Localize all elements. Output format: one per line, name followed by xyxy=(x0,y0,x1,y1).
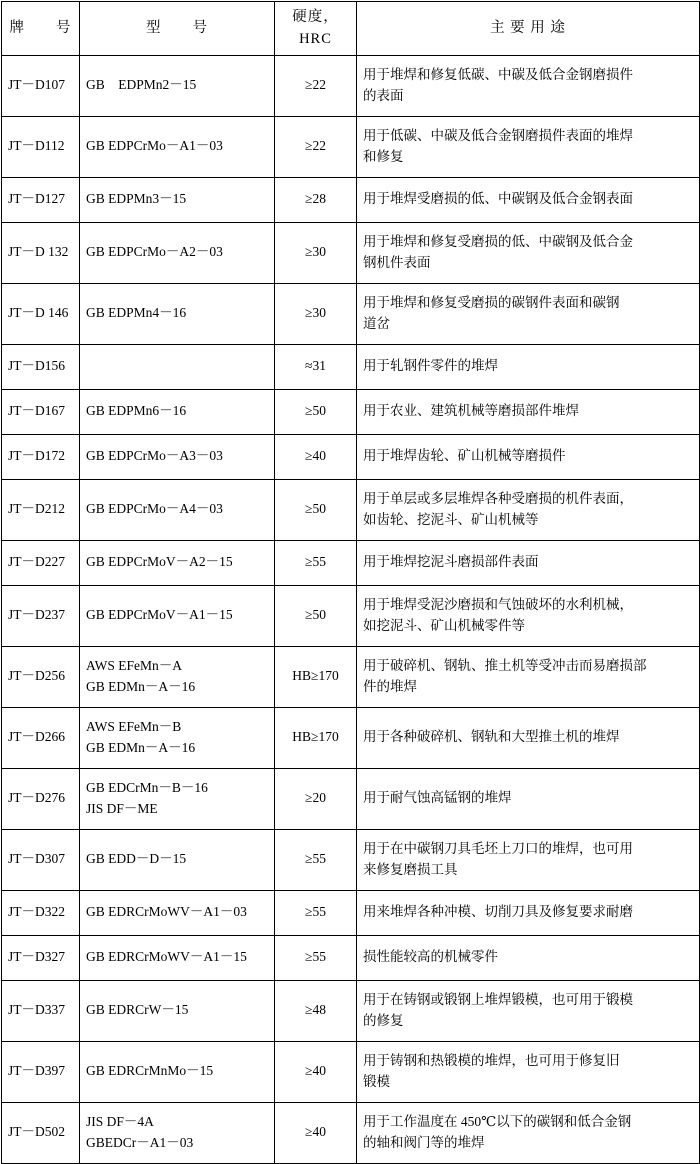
table-row xyxy=(2,389,700,434)
cell-usage-line: 用于工作温度在 450℃以下的碳钢和低合金钢 xyxy=(363,1114,632,1130)
cell-usage xyxy=(357,768,700,829)
cell-usage-line: 用于堆焊和修复低碳、中碳及低合金钢磨损件 xyxy=(363,67,633,83)
cell-usage-line: 来修复磨损工具 xyxy=(363,861,458,877)
cell-brand: JT－D322 xyxy=(2,890,80,935)
cell-usage xyxy=(357,116,700,177)
cell-usage-line: 用来堆焊各种冲模、切削刀具及修复要求耐磨 xyxy=(363,904,633,920)
cell-model-line: AWS EFeMn－B xyxy=(86,719,182,735)
cell-model-line: GB EDRCrMoWV－A1－15 xyxy=(86,949,247,965)
cell-model-line: GB EDRCrW－15 xyxy=(86,1002,189,1018)
cell-usage-line: 用于堆焊和修复受磨损的碳钢件表面和碳钢 xyxy=(363,295,620,311)
cell-usage-line: 用于堆焊受泥沙磨损和气蚀破坏的水利机械， xyxy=(363,597,633,613)
cell-usage xyxy=(357,344,700,389)
cell-usage xyxy=(357,829,700,890)
cell-model xyxy=(80,1041,275,1102)
cell-usage-line: 损性能较高的机械零件 xyxy=(363,949,498,965)
table-row xyxy=(2,222,700,283)
cell-brand: JT－D167 xyxy=(2,389,80,434)
cell-usage-line: 用于各种破碎机、钢轨和大型推土机的堆焊 xyxy=(363,729,620,745)
document-page xyxy=(0,1,700,1164)
table-row xyxy=(2,707,700,768)
cell-hardness: ≥55 xyxy=(275,935,357,980)
table-row xyxy=(2,479,700,540)
cell-hardness: HB≥170 xyxy=(275,707,357,768)
cell-usage-line: 用于堆焊齿轮、矿山机械等磨损件 xyxy=(363,448,566,464)
cell-usage xyxy=(357,177,700,222)
cell-model-line: GB EDD－D－15 xyxy=(86,851,187,867)
cell-model xyxy=(80,479,275,540)
cell-hardness: ≥28 xyxy=(275,177,357,222)
cell-model xyxy=(80,890,275,935)
cell-model-line: GB EDCrMn－B－16 xyxy=(86,780,208,796)
cell-hardness: ≥55 xyxy=(275,540,357,585)
cell-usage xyxy=(357,707,700,768)
cell-usage-line: 用于堆焊受磨损的低、中碳钢及低合金钢表面 xyxy=(363,191,633,207)
cell-usage-line: 用于在铸钢或锻钢上堆焊锻模，也可用于锻模 xyxy=(363,992,633,1008)
table-row xyxy=(2,646,700,707)
cell-model xyxy=(80,540,275,585)
cell-model xyxy=(80,707,275,768)
table-body xyxy=(2,55,700,1163)
cell-usage-line: 用于单层或多层堆焊各种受磨损的机件表面， xyxy=(363,491,633,507)
cell-usage-line: 的轴和阀门等的堆焊 xyxy=(363,1134,485,1150)
cell-model-line: GB EDPMn4－16 xyxy=(86,305,187,321)
cell-hardness: ≥55 xyxy=(275,890,357,935)
cell-hardness: ≥50 xyxy=(275,585,357,646)
cell-usage-line: 道岔 xyxy=(363,315,390,331)
cell-model-line: GB EDPMn2－15 xyxy=(86,77,197,93)
column-header-brand: 牌 号 xyxy=(2,2,80,56)
cell-brand: JT－D 132 xyxy=(2,222,80,283)
cell-brand: JT－D327 xyxy=(2,935,80,980)
cell-model xyxy=(80,768,275,829)
cell-brand: JT－D212 xyxy=(2,479,80,540)
cell-usage xyxy=(357,1102,700,1163)
cell-hardness: ≥22 xyxy=(275,55,357,116)
table-row xyxy=(2,1102,700,1163)
cell-model xyxy=(80,283,275,344)
table-row xyxy=(2,768,700,829)
table-row xyxy=(2,935,700,980)
cell-usage xyxy=(357,222,700,283)
cell-hardness: ≥40 xyxy=(275,434,357,479)
table-row xyxy=(2,1041,700,1102)
cell-usage-line: 用于破碎机、钢轨、推土机等受冲击而易磨损部 xyxy=(363,658,647,674)
cell-usage xyxy=(357,890,700,935)
cell-model xyxy=(80,829,275,890)
table-row xyxy=(2,177,700,222)
cell-usage-line: 和修复 xyxy=(363,148,404,164)
cell-model-line: GB EDRCrMnMo－15 xyxy=(86,1063,214,1079)
cell-usage-line: 钢机件表面 xyxy=(363,254,431,270)
cell-usage-line: 用于耐气蚀高锰钢的堆焊 xyxy=(363,790,512,806)
cell-model-line: GB EDPCrMoV－A2－15 xyxy=(86,554,233,570)
cell-model-line: AWS EFeMn－A xyxy=(86,658,183,674)
cell-usage-line: 件的堆焊 xyxy=(363,678,417,694)
table-header-row xyxy=(2,2,700,56)
cell-brand: JT－D172 xyxy=(2,434,80,479)
cell-usage xyxy=(357,646,700,707)
cell-brand: JT－D337 xyxy=(2,980,80,1041)
cell-hardness: ≥40 xyxy=(275,1102,357,1163)
cell-usage xyxy=(357,585,700,646)
cell-model xyxy=(80,935,275,980)
cell-brand: JT－D 146 xyxy=(2,283,80,344)
cell-brand: JT－D276 xyxy=(2,768,80,829)
table-row xyxy=(2,344,700,389)
cell-hardness: ≥30 xyxy=(275,283,357,344)
cell-usage-line: 用于在中碳钢刀具毛坯上刀口的堆焊，也可用 xyxy=(363,841,633,857)
cell-usage-line: 如挖泥斗、矿山机械零件等 xyxy=(363,617,525,633)
cell-usage-line: 用于堆焊和修复受磨损的低、中碳钢及低合金 xyxy=(363,234,633,250)
welding-electrode-table xyxy=(1,1,700,1164)
cell-brand: JT－D502 xyxy=(2,1102,80,1163)
cell-usage-line: 如齿轮、挖泥斗、矿山机械等 xyxy=(363,511,539,527)
cell-brand: JT－D227 xyxy=(2,540,80,585)
cell-brand: JT－D307 xyxy=(2,829,80,890)
cell-model-line: JIS DF－4A xyxy=(86,1114,154,1130)
cell-usage xyxy=(357,1041,700,1102)
cell-usage-line: 用于轧钢件零件的堆焊 xyxy=(363,358,498,374)
cell-model-line: GB EDPCrMo－A4－03 xyxy=(86,501,223,517)
cell-usage-line: 的修复 xyxy=(363,1012,404,1028)
cell-usage xyxy=(357,389,700,434)
column-header-hardness: 硬度，HRC xyxy=(275,2,357,56)
table-row xyxy=(2,540,700,585)
cell-model xyxy=(80,434,275,479)
cell-usage-line: 锻模 xyxy=(363,1073,390,1089)
cell-model-line: GB EDPCrMo－A2－03 xyxy=(86,244,223,260)
cell-model xyxy=(80,222,275,283)
cell-usage-line: 用于低碳、中碳及低合金钢磨损件表面的堆焊 xyxy=(363,128,633,144)
cell-usage-line: 的表面 xyxy=(363,87,404,103)
cell-usage xyxy=(357,434,700,479)
cell-model-line: GB EDPMn6－16 xyxy=(86,403,187,419)
table-row xyxy=(2,434,700,479)
cell-model-line: GB EDMn－A－16 xyxy=(86,739,196,755)
cell-model-line: GBEDCr－A1－03 xyxy=(86,1134,194,1150)
cell-usage xyxy=(357,540,700,585)
table-row xyxy=(2,585,700,646)
cell-hardness: ≥20 xyxy=(275,768,357,829)
cell-model xyxy=(80,116,275,177)
cell-model-line: GB EDRCrMoWV－A1－03 xyxy=(86,904,247,920)
table-row xyxy=(2,116,700,177)
cell-model xyxy=(80,177,275,222)
cell-usage-line: 用于堆焊挖泥斗磨损部件表面 xyxy=(363,554,539,570)
table-row xyxy=(2,829,700,890)
cell-brand: JT－D107 xyxy=(2,55,80,116)
cell-hardness: ≥50 xyxy=(275,389,357,434)
cell-usage xyxy=(357,479,700,540)
cell-brand: JT－D112 xyxy=(2,116,80,177)
cell-usage xyxy=(357,55,700,116)
cell-model-line: JIS DF－ME xyxy=(86,800,158,816)
table-row xyxy=(2,890,700,935)
cell-brand: JT－D266 xyxy=(2,707,80,768)
cell-brand: JT－D256 xyxy=(2,646,80,707)
column-header-model: 型 号 xyxy=(80,2,275,56)
cell-hardness: ≥40 xyxy=(275,1041,357,1102)
table-row xyxy=(2,283,700,344)
cell-model xyxy=(80,1102,275,1163)
cell-model xyxy=(80,585,275,646)
cell-brand: JT－D397 xyxy=(2,1041,80,1102)
cell-model xyxy=(80,344,275,389)
cell-hardness: ≥55 xyxy=(275,829,357,890)
cell-usage-line: 用于铸钢和热锻模的堆焊，也可用于修复旧 xyxy=(363,1053,620,1069)
column-header-usage: 主 要 用 途 xyxy=(357,2,700,56)
cell-model-line: GB EDPCrMoV－A1－15 xyxy=(86,607,233,623)
cell-model-line: GB EDPCrMo－A1－03 xyxy=(86,138,223,154)
cell-usage-line: 用于农业、建筑机械等磨损部件堆焊 xyxy=(363,403,579,419)
cell-usage xyxy=(357,283,700,344)
cell-model-line xyxy=(86,356,268,377)
cell-model-line: GB EDPCrMo－A3－03 xyxy=(86,448,223,464)
cell-model xyxy=(80,646,275,707)
cell-model-line: GB EDPMn3－15 xyxy=(86,191,187,207)
cell-model-line: GB EDMn－A－16 xyxy=(86,678,196,694)
cell-hardness: ≥30 xyxy=(275,222,357,283)
cell-hardness: ≈31 xyxy=(275,344,357,389)
cell-brand: JT－D156 xyxy=(2,344,80,389)
cell-model xyxy=(80,389,275,434)
table-row xyxy=(2,55,700,116)
cell-hardness: HB≥170 xyxy=(275,646,357,707)
cell-brand: JT－D127 xyxy=(2,177,80,222)
cell-hardness: ≥48 xyxy=(275,980,357,1041)
cell-usage xyxy=(357,935,700,980)
table-header xyxy=(2,2,700,56)
cell-hardness: ≥50 xyxy=(275,479,357,540)
cell-model xyxy=(80,55,275,116)
cell-hardness: ≥22 xyxy=(275,116,357,177)
cell-brand: JT－D237 xyxy=(2,585,80,646)
